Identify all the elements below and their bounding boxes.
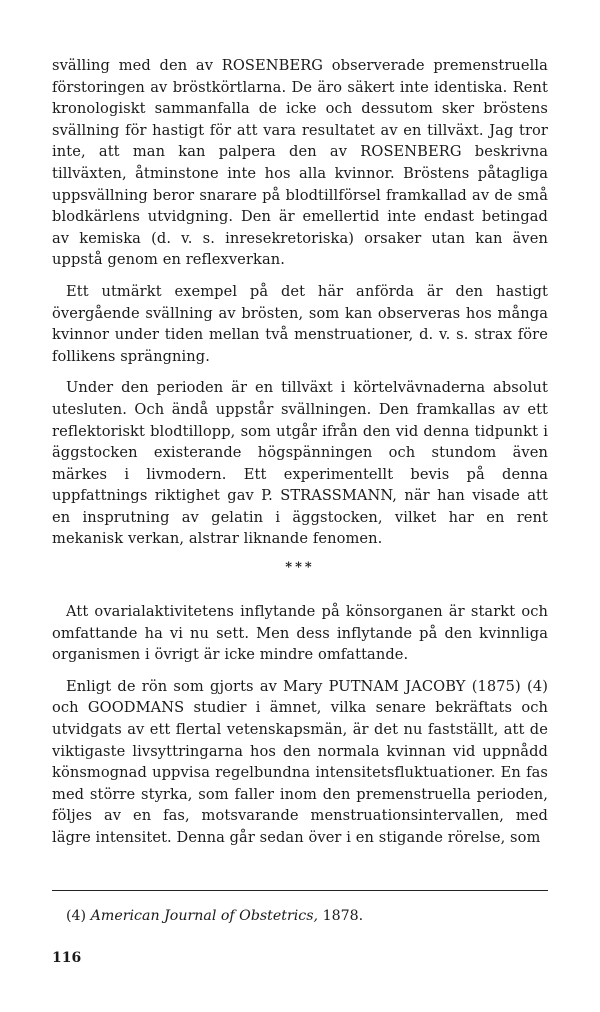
paragraph-3: Under den perioden är en tillväxt i körtelvävnaderna absolut utesluten. Och ändå uppstår svällningen. Den framkallas av ett reflektoriskt blodtillopp, som utgår ifrån den vid denna tidpunkt i äggstocken existerande högspänningen och stundom även märkes i livmodern. Ett experimentellt bevis på denna uppfattnings riktighet gav P. STRASSMANN, när han visade att en insprutning av gelatin i äggstocken, vilket har en rent mekanisk verkan, alstrar liknande fenomen. xyxy=(52,379,548,548)
page-body xyxy=(52,55,548,849)
footnote xyxy=(66,906,536,926)
paragraph-1: svälling med den av ROSENBERG observerade premenstruella förstoringen av bröstkörtlarna. De äro säkert inte identiska. Rent kronologiskt sammanfalla de icke och dessutom sker bröstens svällning för hastigt för att vara resultatet av en tillväxt. Jag tror inte, att man kan palpera den av ROSENBERG beskrivna tillväxten, åtminstone inte hos alla kvinnor. Bröstens påtagliga uppsvällning beror snarare på blodtillförsel framkallad av de små blodkärlens utvidgning. Den är emellertid inte endast betingad av kemiska (d. v. s. inresekretoriska) orsaker utan kan även uppstå genom en reflexverkan. xyxy=(52,57,548,269)
section-separator: *** xyxy=(285,560,315,576)
footnote-journal: American Journal of Obstetrics, xyxy=(90,908,319,924)
paragraph-2: Ett utmärkt exempel på det här anförda är den hastigt övergående svällning av brösten, som kan observeras hos många kvinnor under tiden mellan två menstruationer, d. v. s. strax före follikens sprängning. xyxy=(52,282,548,365)
page-number: 116 xyxy=(52,950,82,966)
paragraph-5: Enligt de rön som gjorts av Mary PUTNAM JACOBY (1875) (4) och GOODMANS studier i ämnet, vilka senare bekräftats och utvidgats av ett flertal vetenskapsmän, är det nu fastställt, att de viktigaste livsyttringarna hos den normala kvinnan vid uppnådd könsmognad uppvisa regelbundna intensitetsfluktuationer. En fas med större styrka, som faller inom den premenstruella perioden, följes av en fas, motsvarande menstruationsintervallen, med lägre intensitet. Denna går sedan över i en stigande rörelse, som xyxy=(52,677,548,846)
footnote-marker: (4) xyxy=(66,908,87,924)
footnote-divider xyxy=(52,890,548,891)
footnote-year: 1878. xyxy=(322,908,364,924)
paragraph-4: Att ovarialaktivitetens inflytande på könsorganen är starkt och omfattande ha vi nu sett. Men dess inflytande på den kvinnliga organismen i övrigt är icke mindre omfattande. xyxy=(52,603,548,664)
